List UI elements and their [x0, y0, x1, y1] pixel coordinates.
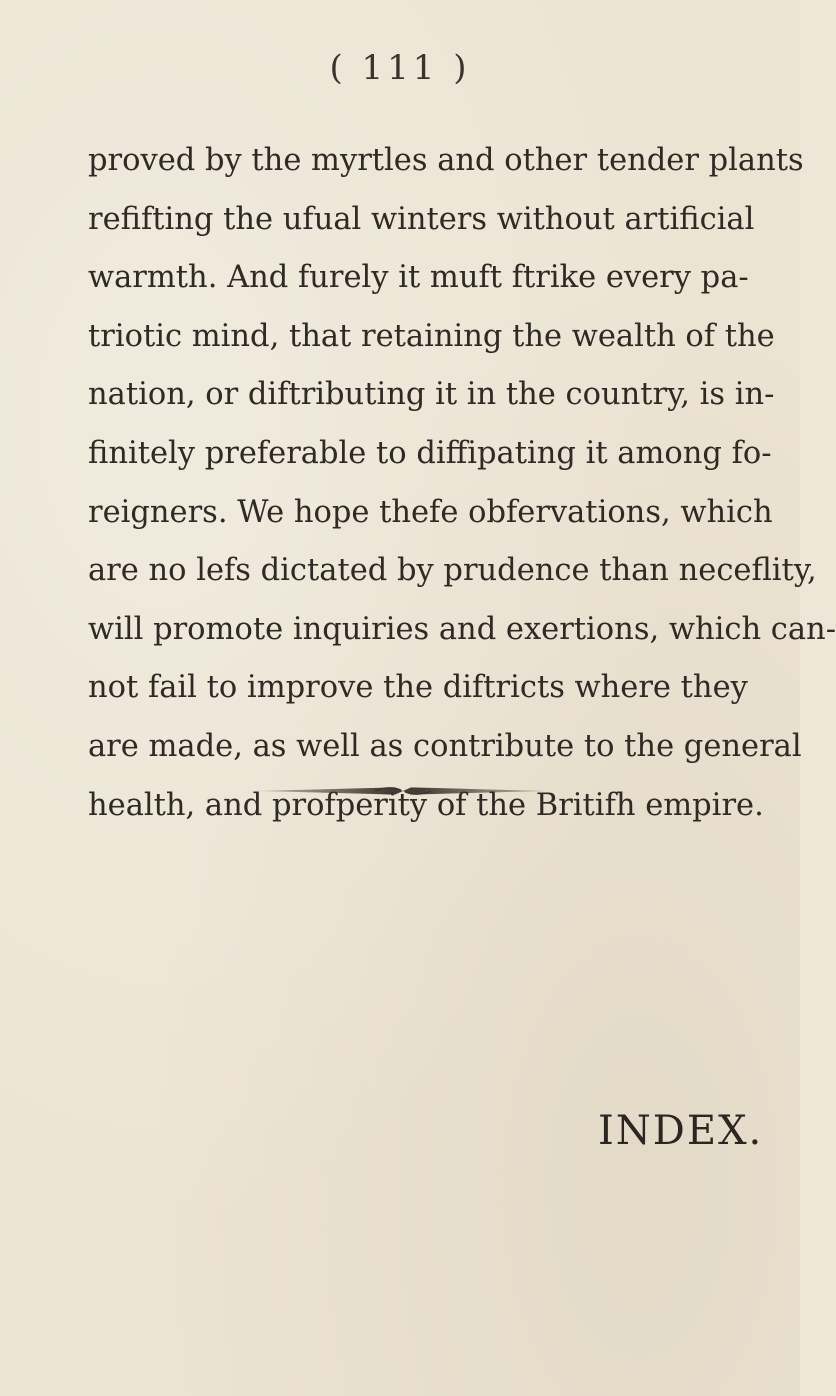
text-line: health, and profperity of the Britifh empire. — [88, 787, 764, 823]
text-line: nation, or diftributing it in the country, is in- — [88, 377, 775, 413]
text-line: are no lefs dictated by prudence than neceflity, — [88, 553, 817, 589]
ornamental-rule-icon — [255, 784, 551, 798]
index-heading: INDEX. — [598, 1108, 764, 1154]
text-line: will promote inquiries and exertions, which can- — [88, 611, 836, 647]
text-line: warmth. And furely it muft ftrike every pa- — [88, 260, 749, 296]
text-line: triotic mind, that retaining the wealth of the — [88, 318, 775, 354]
text-line: are made, as well as contribute to the general — [88, 728, 802, 764]
text-line: not fail to improve the diftricts where they — [88, 670, 748, 706]
page-number: ( 111 ) — [329, 48, 471, 88]
body-text — [88, 132, 836, 835]
text-line: proved by the myrtles and other tender plants — [88, 143, 804, 178]
text-line: reigners. We hope thefe obfervations, which — [88, 494, 773, 530]
text-line: finitely preferable to diffipating it among fo- — [88, 435, 772, 471]
text-line: refifting the ufual winters without artificial — [88, 201, 755, 237]
